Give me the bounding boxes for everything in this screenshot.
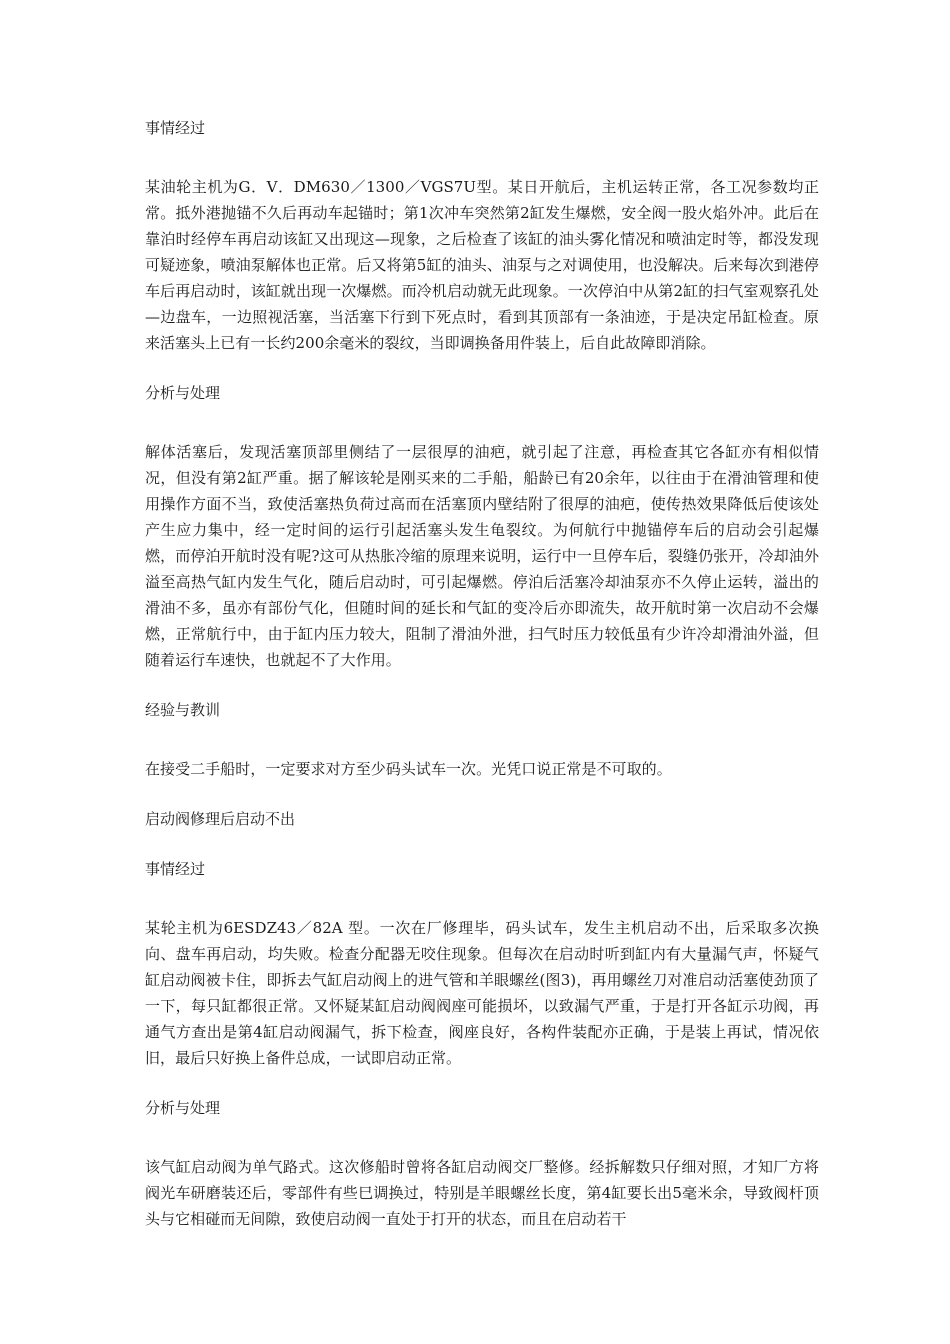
- spacer: [145, 723, 819, 756]
- section-heading-events-1: 事情经过: [145, 119, 206, 137]
- section-heading-events-2: 事情经过: [145, 860, 206, 878]
- spacer: [145, 882, 819, 915]
- document-page: [145, 115, 819, 1232]
- paragraph-lessons: 在接受二手船时，一定要求对方至少码头试车一次。光凭口说正常是不可取的。: [145, 760, 672, 778]
- spacer: [145, 782, 819, 806]
- spacer: [145, 673, 819, 697]
- spacer: [145, 141, 819, 174]
- paragraph-analysis-2: 该气缸启动阀为单气路式。这次修船时曾将各缸启动阀交厂整修。经拆解数只仔细对照，才知厂方将阀光车研磨装还后，零部件有些巳调换过，特别是羊眼螺丝长度，第4缸要长出5毫米余，导致阀杆顶头与它相碰而无间隙，致使启动阀一直处于打开的状态，而且在启动若干: [145, 1158, 819, 1228]
- spacer: [145, 356, 819, 380]
- section-heading-analysis-1: 分析与处理: [145, 384, 221, 402]
- section-heading-analysis-2: 分析与处理: [145, 1099, 221, 1117]
- spacer: [145, 1071, 819, 1095]
- spacer: [145, 1121, 819, 1154]
- spacer: [145, 406, 819, 439]
- spacer: [145, 832, 819, 856]
- paragraph-analysis-1: 解体活塞后，发现活塞顶部里侧结了一层很厚的油疤，就引起了注意，再检查其它各缸亦有相似情况，但没有第2缸严重。据了解该轮是刚买来的二手船，船龄已有20余年，以往由于在滑油管理和使用操作方面不当，致使活塞热负荷过高而在活塞顶内壁结附了很厚的油疤，使传热效果降低后使该处产生应力集中，经一定时间的运行引起活塞头发生龟裂纹。为何航行中抛锚停车后的启动会引起爆燃，而停泊开航时没有呢?这可从热胀冷缩的原理来说明，运行中一旦停车后，裂缝仍张开，冷却油外溢至高热气缸内发生气化，随后启动时，可引起爆燃。停泊后活塞冷却油泵亦不久停止运转，溢出的滑油不多，虽亦有部份气化，但随时间的延长和气缸的变冷后亦即流失，故开航时第一次启动不会爆燃，正常航行中，由于缸内压力较大，阻制了滑油外泄，扫气时压力较低虽有少许冷却滑油外溢，但随着运行车速快，也就起不了大作用。: [145, 443, 819, 669]
- section-heading-lessons: 经验与教训: [145, 701, 221, 719]
- article-title-starting-valve: 启动阀修理后启动不出: [145, 810, 296, 828]
- paragraph-events-1: 某油轮主机为G．V．DM630／1300／VGS7U型。某日开航后，主机运转正常，各工况参数均正常。抵外港抛锚不久后再动车起锚时；第1次冲车突然第2缸发生爆燃，安全阀一股火焰外冲。此后在靠泊时经停车再启动该缸又出现这—现象，之后检查了该缸的油头雾化情况和喷油定时等，都没发现可疑迹象，喷油泵解体也正常。后又将第5缸的油头、油泵与之对调使用，也没解决。后来每次到港停车后再启动时，该缸就出现一次爆燃。而冷机启动就无此现象。一次停泊中从第2缸的扫气室观察孔处—边盘车，一边照视活塞，当活塞下行到下死点时，看到其顶部有一条油迹，于是决定吊缸检查。原来活塞头上已有一长约200余毫米的裂纹，当即调换备用件装上，后自此故障即消除。: [145, 178, 819, 352]
- paragraph-events-2: 某轮主机为6ESDZ43／82A 型。一次在厂修理毕，码头试车，发生主机启动不出，后采取多次换向、盘车再启动，均失败。检查分配器无咬住现象。但每次在启动时听到缸内有大量漏气声，怀疑气缸启动阀被卡住，即拆去气缸启动阀上的进气管和羊眼螺丝(图3)，再用螺丝刀对准启动活塞使劲顶了一下，每只缸都很正常。又怀疑某缸启动阀阀座可能损坏，以致漏气严重，于是打开各缸示功阀，再通气方查出是第4缸启动阀漏气，拆下检查，阀座良好，各构件装配亦正确，于是装上再试，情况依旧，最后只好换上备件总成，一试即启动正常。: [145, 919, 819, 1067]
